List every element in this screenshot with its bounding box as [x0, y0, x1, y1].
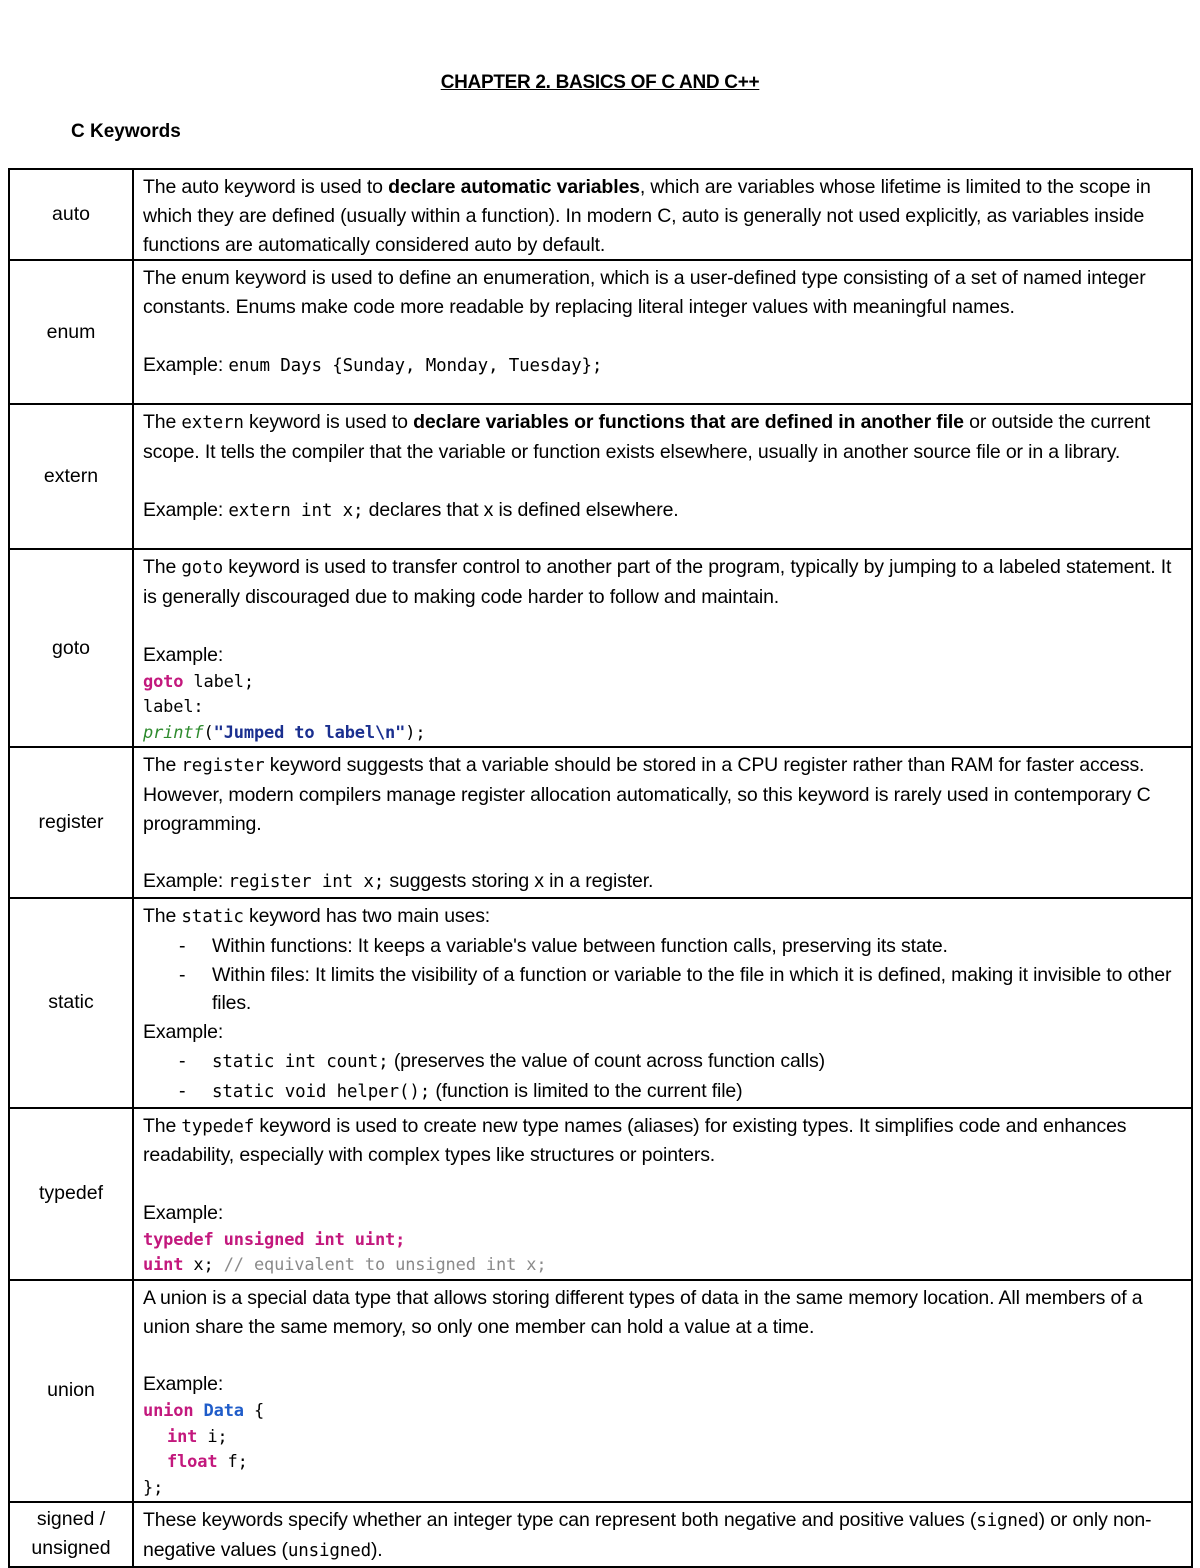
text-run: keyword is used to create new type names (aliases) for existing types. It simplifies code and enhances readability, especially with complex types like structures or pointers.: [143, 1114, 1127, 1167]
description-text: [143, 902, 1185, 932]
keyword-cell: goto: [9, 549, 133, 747]
keyword-line: signed /: [36, 1508, 106, 1531]
code-text: );: [405, 722, 426, 743]
example-code: static int count;: [212, 1052, 389, 1073]
code-text: f;: [217, 1452, 248, 1473]
inline-code: static: [181, 907, 244, 928]
keywords-table: [8, 168, 1193, 1568]
code-line: [143, 670, 1185, 696]
text-run: The: [143, 1114, 182, 1137]
list-item: [143, 1047, 1185, 1077]
inline-code: register: [181, 756, 265, 777]
code-comment: // equivalent to unsigned int x;: [223, 1255, 547, 1276]
text-run: ).: [370, 1538, 383, 1561]
example-code: static void helper();: [212, 1081, 431, 1102]
code-string: "Jumped to label\n": [213, 722, 406, 743]
code-keyword: int: [167, 1426, 198, 1447]
code-text: {: [243, 1401, 265, 1422]
keyword-cell: extern: [9, 404, 133, 549]
description-bold: declare automatic variables: [388, 176, 640, 198]
code-line: [143, 1425, 1185, 1451]
example-note: (function is limited to the current file): [430, 1079, 743, 1102]
table-row-signed-unsigned: [9, 1502, 1192, 1567]
description-cell: [133, 747, 1192, 898]
description-text: The auto keyword is used to: [143, 176, 389, 198]
table-row-auto: [9, 169, 1192, 260]
description-cell: [133, 1502, 1192, 1567]
description-text: [143, 1112, 1185, 1171]
description-text: [143, 553, 1185, 612]
example-line: [143, 351, 1185, 381]
code-text: x;: [183, 1255, 224, 1276]
table-row-typedef: [9, 1108, 1192, 1280]
inline-code: goto: [181, 558, 223, 579]
example-note: suggests storing x in a register.: [384, 870, 654, 893]
list-item: [143, 1077, 1185, 1107]
code-block: [143, 1228, 1185, 1279]
description-cell: [133, 549, 1192, 747]
text-run: keyword is used to: [243, 411, 414, 434]
code-text: (: [203, 722, 214, 743]
keyword-line: unsigned: [31, 1537, 111, 1560]
text-run: The: [143, 411, 182, 434]
description-cell: [133, 1280, 1192, 1502]
code-function: printf: [143, 722, 204, 743]
text-run: The: [143, 905, 182, 928]
page-title: CHAPTER 2. BASICS OF C AND C++: [440, 72, 760, 93]
code-block: [143, 670, 1185, 747]
example-list: [143, 1047, 1185, 1107]
inline-code: extern: [181, 413, 244, 434]
text-run: ) or only non-negative values (: [143, 1509, 1152, 1561]
keyword-cell: typedef: [9, 1108, 133, 1280]
description-text: , which are variables whose lifetime is limited to the scope in which they are defined (usually within a function). In modern C, auto is generally not used explicitly, as variables inside functions are automatically considered auto by default.: [143, 176, 1151, 256]
keyword-cell: enum: [9, 260, 133, 404]
description-cell: [133, 404, 1192, 549]
table-row-static: [9, 898, 1192, 1108]
code-line: typedef unsigned int uint;: [143, 1229, 406, 1250]
example-label: Example:: [143, 498, 229, 521]
description-cell: [133, 169, 1192, 260]
text-run: The: [143, 754, 182, 777]
description-text: The enum keyword is used to define an enumeration, which is a user-defined type consisting of a set of named integer constants. Enums make code more readable by replacing literal integer values with meaningful names.: [143, 267, 1146, 319]
code-line: [143, 1450, 1185, 1476]
code-line: [143, 1253, 1185, 1279]
inline-code: typedef: [181, 1116, 255, 1137]
description-text: [143, 408, 1185, 467]
example-code: register int x;: [228, 872, 385, 893]
description-cell: [133, 898, 1192, 1108]
text-run: The: [143, 556, 182, 579]
table-row-extern: [9, 404, 1192, 549]
example-code: extern int x;: [228, 500, 364, 521]
code-keyword: union: [143, 1401, 194, 1422]
table-row-goto: [9, 549, 1192, 747]
table-row-union: [9, 1280, 1192, 1502]
list-item: - Within files: It limits the visibility of a function or variable to the file in which it is defined, making it invisible to other files.: [143, 961, 1185, 1019]
example-label: Example:: [143, 1202, 224, 1225]
code-text: i;: [197, 1426, 228, 1447]
example-line: [143, 867, 1185, 897]
inline-code: signed: [976, 1511, 1039, 1532]
example-label: Example:: [143, 353, 229, 376]
uses-list: [143, 932, 1185, 1018]
code-line: [143, 721, 1185, 747]
keyword-cell: auto: [9, 169, 133, 260]
keyword-cell: union: [9, 1280, 133, 1502]
code-line: };: [143, 1477, 164, 1498]
inline-code: unsigned: [287, 1540, 371, 1561]
code-type-name: Data: [193, 1401, 244, 1422]
code-keyword: goto: [143, 671, 184, 692]
table-row-enum: [9, 260, 1192, 404]
description-bold: declare variables or functions that are defined in another file: [413, 411, 964, 434]
section-heading: C Keywords: [71, 121, 181, 142]
code-line: label:: [143, 697, 204, 718]
text-run: These keywords specify whether an integer type can represent both negative and positive values (: [143, 1509, 977, 1532]
text-run: keyword has two main uses:: [243, 905, 491, 928]
description-cell: [133, 1108, 1192, 1280]
list-item: - Within functions: It keeps a variable's value between function calls, preserving its state.: [143, 932, 1185, 961]
code-text: label;: [183, 671, 254, 692]
code-line: [143, 1399, 1185, 1425]
code-keyword: uint: [143, 1255, 184, 1276]
code-keyword: float: [167, 1452, 218, 1473]
example-label: Example:: [143, 1373, 224, 1396]
table-row-register: [9, 747, 1192, 898]
keyword-cell: [9, 1502, 133, 1567]
example-label: Example:: [143, 643, 224, 666]
keyword-cell: static: [9, 898, 133, 1108]
text-run: keyword is used to transfer control to another part of the program, typically by jumping to a labeled statement. It is generally discouraged due to making code harder to follow and maintain.: [143, 556, 1172, 609]
example-label: Example:: [143, 1021, 224, 1044]
example-note: declares that x is defined elsewhere.: [363, 498, 679, 521]
example-note: (preserves the value of count across function calls): [388, 1050, 825, 1073]
example-line: [143, 496, 1185, 526]
text-run: or outside the current scope. It tells the compiler that the variable or function exists elsewhere, usually in another source file or in a library.: [143, 411, 1151, 464]
text-run: keyword suggests that a variable should be stored in a CPU register rather than RAM for faster access. However, modern compilers manage register allocation automatically, so this keyword is rarely used in contemporary C programming.: [143, 754, 1151, 835]
example-label: Example:: [143, 870, 229, 893]
keyword-cell: register: [9, 747, 133, 898]
description-cell: [133, 260, 1192, 404]
example-code: enum Days {Sunday, Monday, Tuesday};: [228, 355, 603, 376]
description-text: [143, 751, 1185, 838]
code-block: [143, 1399, 1185, 1501]
description-text: A union is a special data type that allows storing different types of data in the same memory location. All members of a union share the same memory, so only one member can hold a value at a time.: [143, 1286, 1143, 1338]
